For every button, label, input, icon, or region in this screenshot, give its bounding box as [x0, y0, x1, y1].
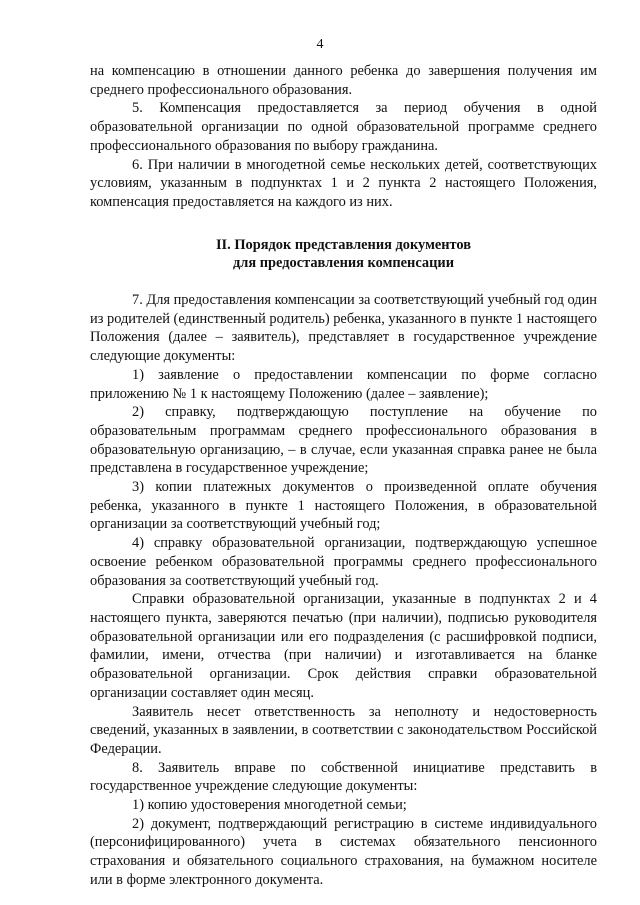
paragraph-item-6: 6. При наличии в многодетной семье нескольких детей, соответствующих условиям, указанным в подпунктах 1 и 2 пункта 2 настоящего Положения, компенсация предоставляется на каждого из них.: [90, 156, 597, 210]
document-body: [90, 62, 597, 890]
subitem-8-2: 2) документ, подтверждающий регистрацию в системе индивидуального (персонифицированного) учета в системах обязательного пенсионного страхования и обязательного социального страхования, на бумажном носителе или в форме электронного документа.: [90, 815, 597, 888]
section-heading-line-2: для предоставления компенсации: [233, 255, 454, 272]
section-heading-line-1: II. Порядок представления документов: [215, 236, 472, 253]
subitem-7-4: 4) справку образовательной организации, подтверждающую успешное освоение ребенком образовательной программы среднего профессионального образования за соответствующий учебный год.: [90, 535, 597, 589]
subitem-7-3: 3) копии платежных документов о произведенной оплате обучения ребенка, указанного в пункте 1 настоящего Положения, в образовательной организации за соответствующий учебный год;: [90, 479, 597, 533]
paragraph-item-8: 8. Заявитель вправе по собственной инициативе представить в государственное учреждение следующие документы:: [90, 759, 597, 795]
subitem-8-1: 1) копию удостоверения многодетной семьи;: [132, 797, 407, 814]
paragraph-certificates: Справки образовательной организации, указанные в подпунктах 2 и 4 настоящего пункта, заверяются печатью (при наличии), подписью руководителя образовательной организации или его подразделения (с расшифровкой подписи, фамилии, имени, отчества (при наличии) и изготавливается на бланке образовательной организации. Срок действия справки образовательной организации составляет один месяц.: [90, 591, 597, 701]
paragraph-item-5: 5. Компенсация предоставляется за период обучения в одной образовательной организации по одной образовательной программе среднего профессионального образования по выбору гражданина.: [90, 100, 597, 154]
page-number: 4: [316, 37, 324, 52]
paragraph-item-7: 7. Для предоставления компенсации за соответствующий учебный год один из родителей (единственный родитель) ребенка, указанного в пункте 1 настоящего Положения (далее – заявитель), представляет в государственное учреждение следующие документы:: [90, 292, 598, 365]
paragraph-continuation: на компенсацию в отношении данного ребенка до завершения получения им среднего профессионального образования.: [90, 63, 597, 98]
paragraph-responsibility: Заявитель несет ответственность за неполноту и недостоверность сведений, указанных в заявлении, в соответствии с законодательством Российской Федерации.: [90, 703, 597, 757]
subitem-7-1: 1) заявление о предоставлении компенсации по форме согласно приложению № 1 к настоящему Положению (далее – заявление);: [90, 366, 597, 402]
section-heading: [90, 236, 597, 273]
subitem-7-2: 2) справку, подтверждающую поступление на обучение по образовательным программам среднего профессионального образования в образовательную организацию, – в случае, если указанная справка ранее не была представлена в государственное учреждение;: [90, 404, 597, 477]
